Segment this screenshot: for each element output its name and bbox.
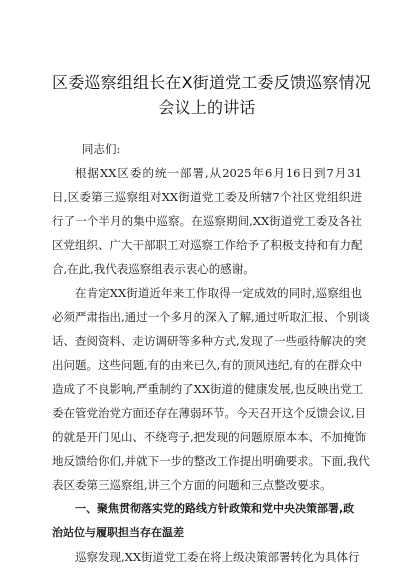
paragraph-line: 根据XX区委的统一部署,从2025年6月16日到7月31 — [75, 166, 362, 180]
paragraph-line: 巡察发现,XX街道党工委在将上级决策部署转化为具体行 — [75, 550, 360, 564]
paragraph-section-body — [52, 545, 362, 569]
paragraph-line: 地反馈给你们,并就下一步的整改工作提出明确要求。下面,我代 — [52, 454, 370, 468]
paragraph-line: 区党组织、广大干部职工对巡察工作给予了积极支持和有力配 — [52, 238, 363, 252]
paragraph-line: 的就是开门见山、不绕弯子,把发现的问题原原本本、不加掩饰 — [52, 430, 367, 444]
salutation: 同志们: — [82, 142, 121, 156]
paragraph-line: 表区委第三巡察组,讲三个方面的问题和三点整改要求。 — [52, 478, 332, 492]
section-heading — [52, 497, 362, 545]
title-line: 区委巡察组组长在X街道党工委反馈巡察情况 — [52, 73, 371, 92]
paragraph-line: 在肯定XX街道近年来工作取得一定成效的同时,巡察组也 — [75, 286, 362, 300]
paragraph-line: 必须严肃指出,通过一个多月的深入了解,通过听取汇报、个别谈 — [52, 310, 370, 324]
paragraph-line: 造成了不良影响,严重制约了XX街道的健康发展,也反映出党工 — [52, 382, 364, 396]
title-line: 会议上的讲话 — [158, 98, 256, 117]
heading-line: 一、聚焦贯彻落实党的路线方针政策和党中央决策部署,政 — [75, 502, 355, 515]
paragraph-line: 日,区委第三巡察组对XX街道党工委及所辖7个社区党组织进 — [52, 190, 362, 204]
paragraph-mandate — [52, 161, 362, 281]
document-title — [52, 70, 371, 120]
paragraph-line: 委在管党治党方面还存在薄弱环节。今天召开这个反馈会议,目 — [52, 406, 367, 420]
paragraph-line: 行了一个半月的集中巡察。在巡察期间,XX街道党工委及各社 — [52, 214, 362, 228]
paragraph-findings — [52, 281, 370, 497]
paragraph-line: 话、查阅资料、走访调研等多种方式,发现了一些亟待解决的突 — [52, 334, 367, 348]
paragraph-line: 出问题。这些问题,有的由来已久,有的顶风违纪,有的在群众中 — [52, 358, 362, 372]
paragraph-line: 合,在此,我代表巡察组表示衷心的感谢。 — [52, 262, 255, 276]
heading-line: 治站位与履职担当存在温差 — [52, 526, 184, 539]
